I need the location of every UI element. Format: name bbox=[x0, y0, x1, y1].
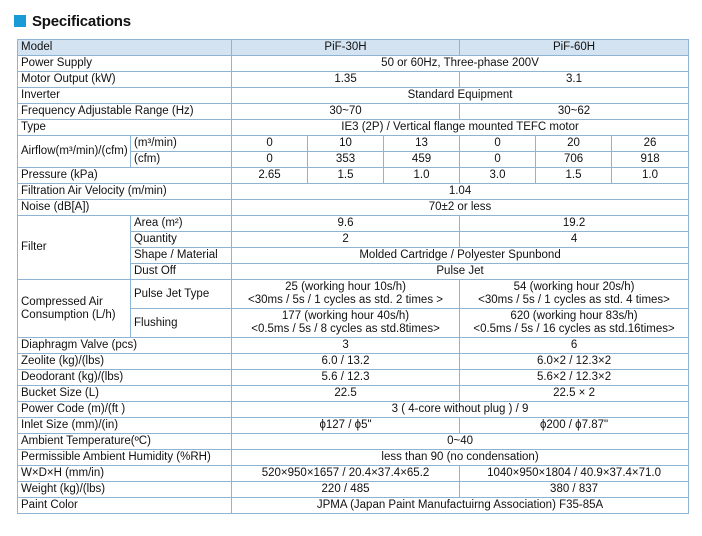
row-label: Noise (dB[A]) bbox=[18, 200, 232, 216]
table-row bbox=[18, 434, 689, 450]
row-label: Motor Output (kW) bbox=[18, 72, 232, 88]
cell-pif60h: 6 bbox=[460, 338, 689, 354]
cell-line: 620 (working hour 83s/h) bbox=[510, 310, 638, 322]
row-label: Inverter bbox=[18, 88, 232, 104]
row-value: 0~40 bbox=[232, 434, 689, 450]
cell-pif60h: 3.1 bbox=[460, 72, 689, 88]
cell-pif30h: 9.6 bbox=[232, 216, 460, 232]
row-label: W×D×H (mm/in) bbox=[18, 466, 232, 482]
row-label: Bucket Size (L) bbox=[18, 386, 232, 402]
cell-value: 918 bbox=[612, 152, 689, 168]
cell-value: 0 bbox=[232, 136, 308, 152]
table-row bbox=[18, 168, 689, 184]
row-value: 3 ( 4-core without plug ) / 9 bbox=[232, 402, 689, 418]
row-label: Filtration Air Velocity (m/min) bbox=[18, 184, 232, 200]
table-row bbox=[18, 216, 689, 232]
cell-value: 13 bbox=[384, 136, 460, 152]
cell-pif30h bbox=[232, 309, 460, 338]
cell-pif30h: 5.6 / 12.3 bbox=[232, 370, 460, 386]
cell-line: 54 (working hour 20s/h) bbox=[513, 281, 635, 293]
cell-pif30h: 2 bbox=[232, 232, 460, 248]
row-label: Zeolite (kg)/(lbs) bbox=[18, 354, 232, 370]
row-label: Frequency Adjustable Range (Hz) bbox=[18, 104, 232, 120]
cell-pif60h: 6.0×2 / 12.3×2 bbox=[460, 354, 689, 370]
row-label: Permissible Ambient Humidity (%RH) bbox=[18, 450, 232, 466]
table-row bbox=[18, 56, 689, 72]
cell-pif30h: 6.0 / 13.2 bbox=[232, 354, 460, 370]
table-row bbox=[18, 72, 689, 88]
cell-pif30h: 1.35 bbox=[232, 72, 460, 88]
row-value: Pulse Jet bbox=[232, 264, 689, 280]
row-label: Airflow(m³/min)/(cfm) bbox=[18, 136, 131, 168]
table-row bbox=[18, 338, 689, 354]
row-value: Standard Equipment bbox=[232, 88, 689, 104]
cell-value: 1.0 bbox=[384, 168, 460, 184]
header-model-label: Model bbox=[18, 40, 232, 56]
cell-value: 1.5 bbox=[536, 168, 612, 184]
cell-pif30h: ϕ127 / ϕ5" bbox=[232, 418, 460, 434]
table-row bbox=[18, 354, 689, 370]
table-row bbox=[18, 450, 689, 466]
cell-pif60h: 19.2 bbox=[460, 216, 689, 232]
heading-text: Specifications bbox=[32, 12, 131, 30]
row-label: Weight (kg)/(lbs) bbox=[18, 482, 232, 498]
table-row bbox=[18, 184, 689, 200]
cell-line: <30ms / 5s / 1 cycles as std. 4 times> bbox=[478, 294, 670, 306]
header-pif30h: PiF-30H bbox=[232, 40, 460, 56]
cell-value: 0 bbox=[460, 136, 536, 152]
table-row bbox=[18, 120, 689, 136]
table-row bbox=[18, 88, 689, 104]
sub-label: Dust Off bbox=[131, 264, 232, 280]
row-label: Type bbox=[18, 120, 232, 136]
cell-pif60h: 5.6×2 / 12.3×2 bbox=[460, 370, 689, 386]
section-heading bbox=[14, 10, 131, 32]
cell-value: 2.65 bbox=[232, 168, 308, 184]
sub-label: Flushing bbox=[131, 309, 232, 338]
row-label bbox=[18, 280, 131, 338]
cell-line: 177 (working hour 40s/h) bbox=[281, 310, 410, 322]
cell-line: 25 (working hour 10s/h) bbox=[285, 281, 406, 293]
spec-table bbox=[17, 39, 689, 514]
cell-value: 706 bbox=[536, 152, 612, 168]
cell-value: 10 bbox=[308, 136, 384, 152]
cell-pif60h bbox=[460, 309, 689, 338]
cell-pif60h: ϕ200 / ϕ7.87" bbox=[460, 418, 689, 434]
table-row bbox=[18, 370, 689, 386]
cell-pif60h: 22.5 × 2 bbox=[460, 386, 689, 402]
sub-label: Quantity bbox=[131, 232, 232, 248]
table-row bbox=[18, 418, 689, 434]
row-value: IE3 (2P) / Vertical flange mounted TEFC motor bbox=[232, 120, 689, 136]
cell-pif30h: 220 / 485 bbox=[232, 482, 460, 498]
row-label: Filter bbox=[18, 216, 131, 280]
sub-label: Shape / Material bbox=[131, 248, 232, 264]
table-row bbox=[18, 280, 689, 309]
cell-pif60h bbox=[460, 280, 689, 309]
cell-value: 0 bbox=[232, 152, 308, 168]
table-row bbox=[18, 200, 689, 216]
cell-line: <30ms / 5s / 1 cycles as std. 2 times > bbox=[248, 294, 443, 306]
cell-value: 20 bbox=[536, 136, 612, 152]
sub-label: Area (m²) bbox=[131, 216, 232, 232]
cell-pif30h: 22.5 bbox=[232, 386, 460, 402]
cell-value: 353 bbox=[308, 152, 384, 168]
row-value: less than 90 (no condensation) bbox=[232, 450, 689, 466]
compressed-label-line2: Consumption (L/h) bbox=[21, 308, 116, 321]
table-row bbox=[18, 466, 689, 482]
row-value: Molded Cartridge / Polyester Spunbond bbox=[232, 248, 689, 264]
row-value: JPMA (Japan Paint Manufactuirng Association) F35-85A bbox=[232, 498, 689, 514]
cell-pif30h: 3 bbox=[232, 338, 460, 354]
airflow-unit-cfm: (cfm) bbox=[131, 152, 232, 168]
cell-value: 3.0 bbox=[460, 168, 536, 184]
cell-value: 459 bbox=[384, 152, 460, 168]
row-label: Diaphragm Valve (pcs) bbox=[18, 338, 232, 354]
airflow-unit-m3: (m³/min) bbox=[131, 136, 232, 152]
row-label: Inlet Size (mm)/(in) bbox=[18, 418, 232, 434]
compressed-label-line1: Compressed Air bbox=[21, 295, 103, 308]
header-pif60h: PiF-60H bbox=[460, 40, 689, 56]
heading-marker-icon bbox=[14, 15, 26, 27]
table-row bbox=[18, 136, 689, 152]
cell-value: 1.5 bbox=[308, 168, 384, 184]
cell-pif30h: 30~70 bbox=[232, 104, 460, 120]
cell-line: <0.5ms / 5s / 16 cycles as std.16times> bbox=[473, 323, 675, 335]
cell-line: <0.5ms / 5s / 8 cycles as std.8times> bbox=[251, 323, 440, 335]
cell-pif30h bbox=[232, 280, 460, 309]
row-label: Ambient Temperature(ºC) bbox=[18, 434, 232, 450]
row-label: Deodorant (kg)/(lbs) bbox=[18, 370, 232, 386]
table-row bbox=[18, 104, 689, 120]
row-label: Power Code (m)/(ft ) bbox=[18, 402, 232, 418]
row-value: 1.04 bbox=[232, 184, 689, 200]
cell-pif60h: 30~62 bbox=[460, 104, 689, 120]
table-header-row bbox=[18, 40, 689, 56]
table-row bbox=[18, 386, 689, 402]
cell-value: 26 bbox=[612, 136, 689, 152]
row-value: 70±2 or less bbox=[232, 200, 689, 216]
cell-pif30h: 520×950×1657 / 20.4×37.4×65.2 bbox=[232, 466, 460, 482]
row-label: Pressure (kPa) bbox=[18, 168, 232, 184]
row-label: Power Supply bbox=[18, 56, 232, 72]
cell-pif60h: 380 / 837 bbox=[460, 482, 689, 498]
table-row bbox=[18, 402, 689, 418]
row-value: 50 or 60Hz, Three-phase 200V bbox=[232, 56, 689, 72]
sub-label: Pulse Jet Type bbox=[131, 280, 232, 309]
cell-value: 0 bbox=[460, 152, 536, 168]
cell-pif60h: 1040×950×1804 / 40.9×37.4×71.0 bbox=[460, 466, 689, 482]
table-row bbox=[18, 498, 689, 514]
row-label: Paint Color bbox=[18, 498, 232, 514]
table-row bbox=[18, 482, 689, 498]
cell-pif60h: 4 bbox=[460, 232, 689, 248]
cell-value: 1.0 bbox=[612, 168, 689, 184]
